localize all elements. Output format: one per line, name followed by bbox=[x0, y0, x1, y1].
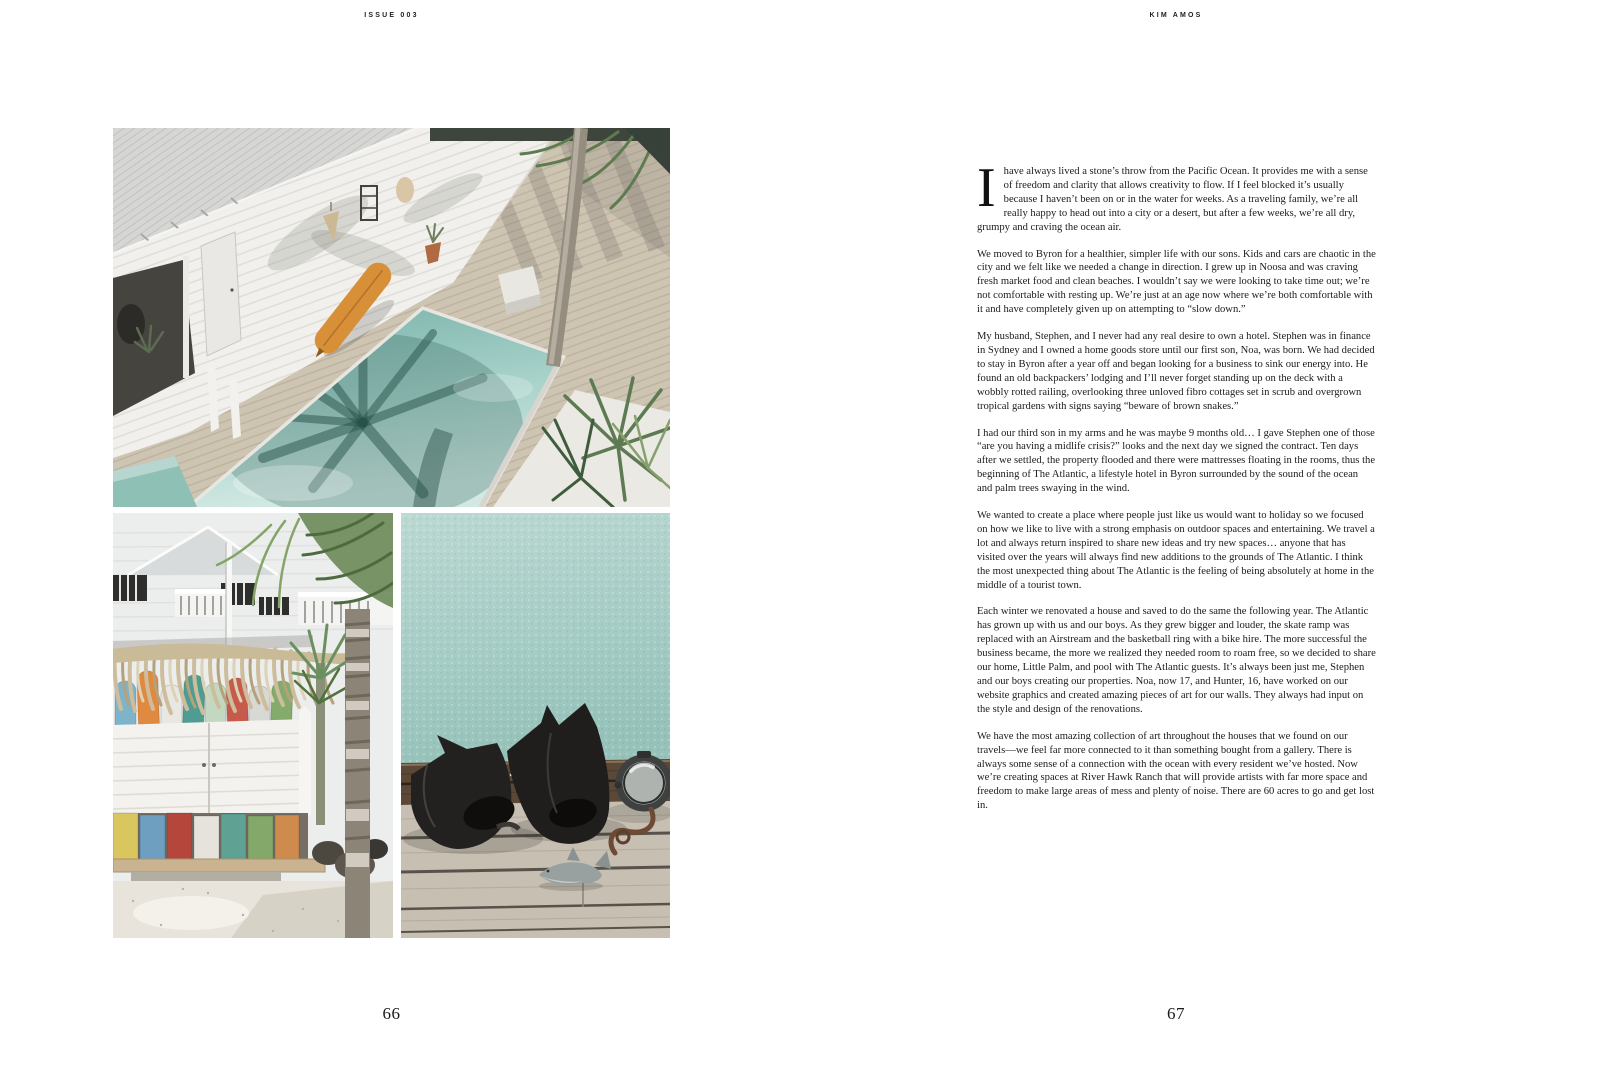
article-body bbox=[977, 157, 1376, 826]
page-number-left: 66 bbox=[382, 1004, 401, 1023]
photo-surfboard-rack bbox=[113, 513, 393, 938]
paragraph-2: We moved to Byron for a healthier, simpler life with our sons. Kids and cars are chaotic in the city and we felt like we needed a change in direction. I grew up in Noosa and was craving fresh market food and clean beaches. I wouldn’t say we were looking to take time out; we’re not comfortable with resting up. We’re just at an age now where we’re both comfortable with it and have completely given up on attempting to “slow down.” bbox=[977, 248, 1376, 316]
drop-cap: I bbox=[977, 157, 996, 219]
paragraph-6: Each winter we renovated a house and saved to do the same the following year. The Atlantic has grown up with us and our boys. As they grew bigger and louder, the skate ramp was replaced with an Airstream and the basketball ring with a bike hire. The more successful the business became, the more we realized they needed room to roam free, so we decided to share our home, Little Palm, and pool with The Atlantic guests. It’s always been just me, Stephen and our boys creating our properties. Noa, now 17, and Hunter, 16, have worked on our website graphics and created amazing pieces of art for our walls. They always had input on the style and design of the renovations. bbox=[977, 606, 1376, 715]
running-head-author: KIM AMOS bbox=[1149, 12, 1203, 19]
paragraph-5: We wanted to create a place where people just like us would want to holiday so we focused on how we like to live with a strong emphasis on outdoor spaces and entertaining. We travel a lot and always return inspired to share new ideas and try new spaces… anyone that has visited over the years will always find new additions to the grounds of The Atlantic. I think the most unexpected thing about The Atlantic is the feeling of being absolutely at home in the middle of a tourist town. bbox=[977, 510, 1375, 591]
paragraph-4: I had our third son in my arms and he was maybe 9 months old… I gave Stephen one of those “are you having a midlife crisis?” looks and the next day we signed the contract. Ten days after we settled, the property flooded and there were mattresses floating in the rooms, thus the beginning of The Atlantic, a lifestyle hotel in Byron surrounded by the sound of the ocean and palm trees swaying in the wind. bbox=[977, 427, 1376, 495]
fins-mask-illustration bbox=[401, 513, 670, 938]
surfboard-rack-illustration bbox=[113, 513, 393, 938]
paragraph-1-text: have always lived a stone’s throw from the Pacific Ocean. It provides me with a sense of freedom and clarity that allows creativity to flow. If I feel blocked it’s usually because I haven’t been on or in the water for weeks. As a traveling family, we’re all really happy to head out into a city or a desert, but after a few weeks, we’re all dry, grumpy and craving the ocean air. bbox=[977, 166, 1368, 233]
paragraph-1 bbox=[977, 157, 1376, 235]
paragraph-3: My husband, Stephen, and I never had any real desire to own a hotel. Stephen was in finance in Sydney and I owned a home goods store until our first son, Noa, was born. We had decided to stay in Byron after a year off and began looking for a business to sink our energy into. He found an old backpackers’ lodging and I’ll never forget standing up on the deck with a wobbly rotted railing, overlooking three unloved fibro cottages set in scrub and overgrown tropical gardens with signs saying “beware of brown snakes.” bbox=[977, 331, 1375, 412]
pool-aerial-illustration bbox=[113, 128, 670, 507]
paragraph-7: We have the most amazing collection of art throughout the houses that we found on our travels—we feel far more connected to it than something bought from a gallery. There is always some sense of a connection with the ocean with every resident we’ve hosted. Now we’re creating spaces at River Hawk Ranch that will provide artists with far more space and freedom to make large areas of mess and plenty of noise. There are 60 acres to go and get lost in. bbox=[977, 730, 1375, 812]
running-head-issue: ISSUE 003 bbox=[364, 12, 419, 19]
photo-pool-aerial bbox=[113, 128, 670, 507]
photo-fins-mask bbox=[401, 513, 670, 938]
page-number-right: 67 bbox=[1167, 1004, 1185, 1023]
